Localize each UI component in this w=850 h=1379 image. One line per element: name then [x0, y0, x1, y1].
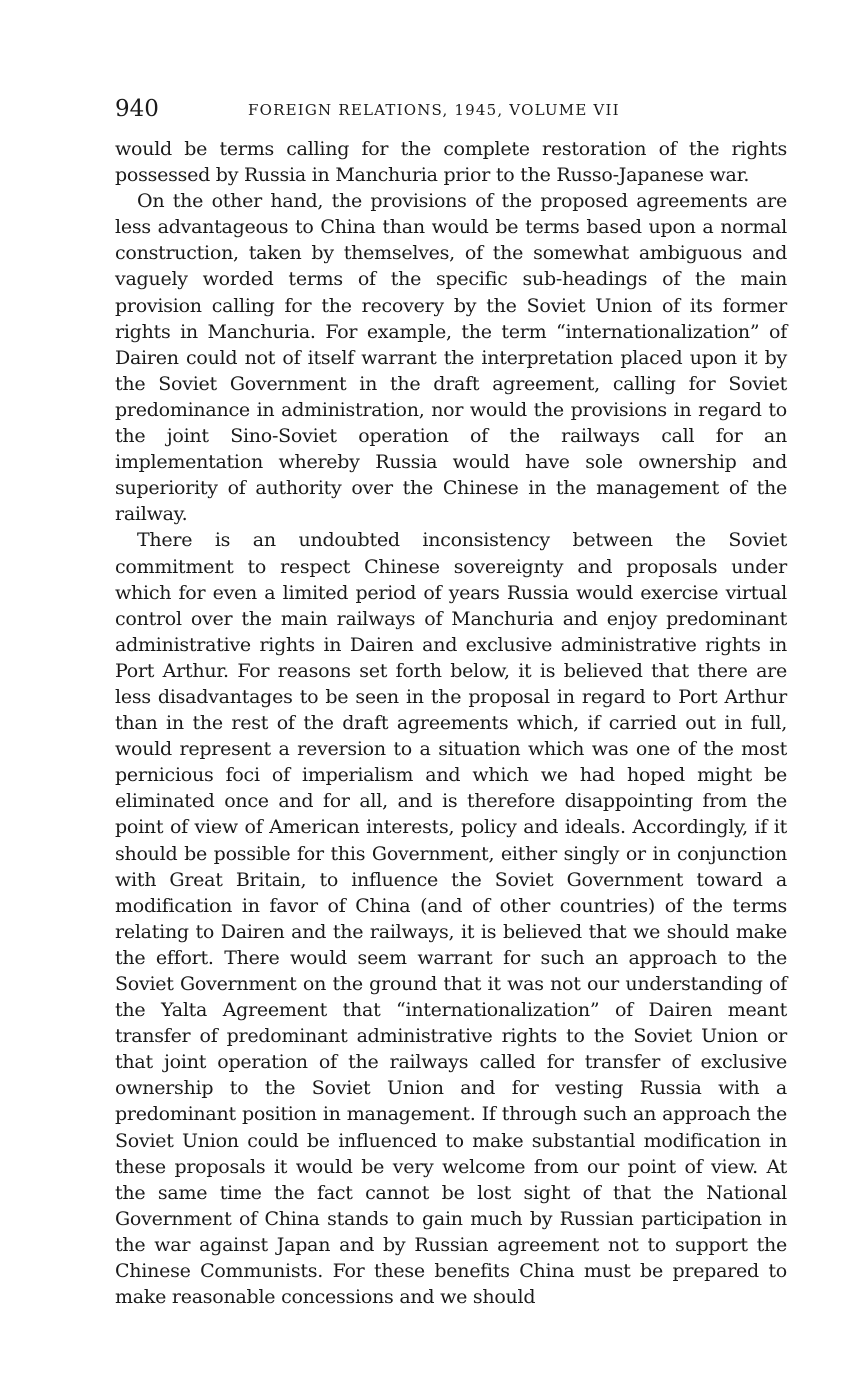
running-header [115, 94, 787, 124]
page-content [115, 94, 787, 1310]
body-text [115, 136, 787, 1310]
paragraph: On the other hand, the provisions of the proposed agreements are less advantageous to China than would be terms based upon a normal construction, taken by themselves, of the somewhat ambiguous and vaguely worded terms of the specific sub-headings of the main provision calling for the recovery by the Soviet Union of its former rights in Manchuria. For example, the term “internationalization” of Dairen could not of itself warrant the interpretation placed upon it by the Soviet Government in the draft agreement, calling for Soviet predominance in administration, nor would the provisions in regard to the joint Sino-Soviet operation of the railways call for an implementation whereby Russia would have sole ownership and superiority of authority over the Chinese in the management of the railway. [115, 190, 787, 526]
running-header-title: FOREIGN RELATIONS, 1945, VOLUME VII [248, 101, 620, 119]
paragraph-continuation: would be terms calling for the complete restoration of the rights possessed by Russia in Manchuria prior to the Russo-Japanese war. [115, 138, 787, 187]
paragraph: There is an undoubted inconsistency between the Soviet commitment to respect Chinese sovereignty and proposals under which for even a limited period of years Russia would exercise virtual control over the main railways of Manchuria and enjoy predominant administrative rights in Dairen and exclusive administrative rights in Port Arthur. For reasons set forth below, it is believed that there are less disadvantages to be seen in the proposal in regard to Port Arthur than in the rest of the draft agreements which, if carried out in full, would represent a reversion to a situation which was one of the most pernicious foci of imperialism and which we had hoped might be eliminated once and for all, and is therefore disappointing from the point of view of American interests, policy and ideals. Accordingly, if it should be possible for this Government, either singly or in conjunction with Great Britain, to influence the Soviet Government toward a modification in favor of China (and of other countries) of the terms relating to Dairen and the railways, it is believed that we should make the effort. There would seem warrant for such an approach to the Soviet Government on the ground that it was not our understanding of the Yalta Agreement that “internationalization” of Dairen meant transfer of predominant administrative rights to the Soviet Union or that joint operation of the railways called for transfer of exclusive ownership to the Soviet Union and for vesting Russia with a predominant position in management. If through such an approach the Soviet Union could be influenced to make substantial modification in these proposals it would be very welcome from our point of view. At the same time the fact cannot be lost sight of that the National Government of China stands to gain much by Russian participation in the war against Japan and by Russian agreement not to support the Chinese Communists. For these benefits China must be prepared to make reasonable concessions and we should [115, 529, 787, 1309]
page-number: 940 [115, 96, 159, 122]
